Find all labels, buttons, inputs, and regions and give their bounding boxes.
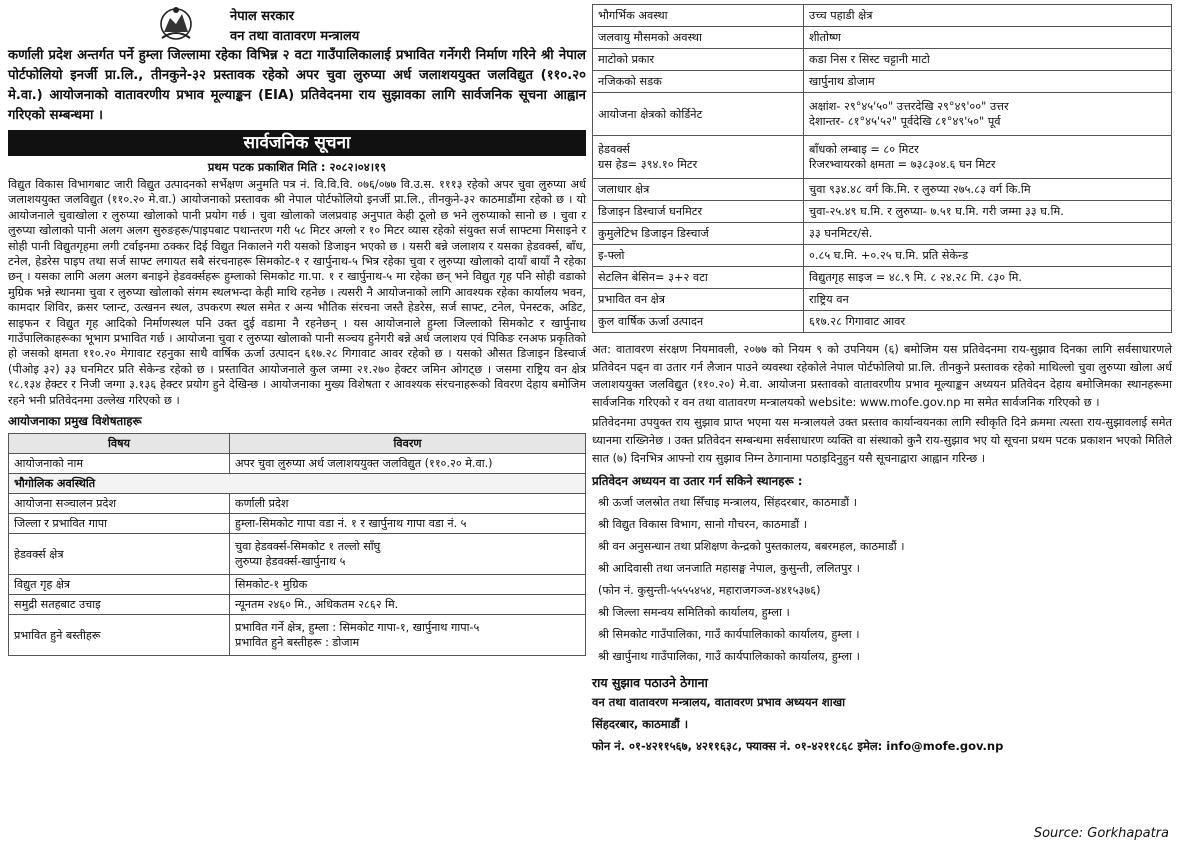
row-value-line: लुरुप्या हेडवर्क्स-खार्पुनाथ ५ bbox=[235, 555, 346, 569]
table-row bbox=[593, 136, 1172, 179]
row-key: कुमुलेटिभ डिजाइन डिस्चार्ज bbox=[593, 223, 804, 245]
features-table bbox=[8, 433, 586, 656]
table-row bbox=[593, 201, 1172, 223]
table-row bbox=[593, 71, 1172, 93]
list-item: श्री सिमकोट गाउँपालिका, गाउँ कार्यपालिकाको कार्यालय, हुम्ला । bbox=[598, 628, 860, 642]
features-heading: आयोजनाका प्रमुख विशेषताहरू bbox=[8, 414, 142, 429]
row-value: ०.८५ घ.मि. +०.२५ घ.मि. प्रति सेकेन्ड bbox=[804, 245, 1172, 267]
notice-title: सार्वजनिक सूचना bbox=[8, 130, 586, 156]
ministry-name: वन तथा वातावरण मन्त्रालय bbox=[230, 29, 360, 44]
paragraph: प्रतिवेदनमा उपयुक्त राय सुझाव प्राप्त भएमा यस मन्त्रालयले उक्त प्रस्ताव कार्यान्वयनका लागि स्वीकृति दिने क्रममा त्यस्ता राय-सुझावलाई समेत ध्यानमा राख्निनेछ । उक्त प्रतिवेदन सम्बन्धमा सर्वसाधारण व्यक्ति वा संस्थाको कुनै राय-सुझाव भए यो सूचना प्रथम पटक प्रकाशन भएको मितिले सात (७) दिनभित्र आफ्नो राय सुझाव निम्न ठेगानामा पठाइदिनुहुन यसै सूचनाद्वारा आह्वान गरिन्छ । bbox=[592, 416, 1172, 465]
row-key: नजिकको सडक bbox=[593, 71, 804, 93]
row-value: कडा निस र सिस्ट चट्टानी माटो bbox=[804, 49, 1172, 71]
row-key: जलवायु मौसमको अवस्था bbox=[593, 27, 804, 49]
row-value-line: देशान्तर- ८१°४५'५२" पूर्वदेखि ८१°४९'५०" पूर्व bbox=[809, 115, 1001, 128]
right-column bbox=[592, 4, 1172, 757]
table-row bbox=[9, 494, 586, 514]
table-row bbox=[593, 27, 1172, 49]
row-key: आयोजना सञ्चालन प्रदेश bbox=[9, 494, 230, 514]
row-value: कर्णाली प्रदेश bbox=[230, 494, 586, 514]
government-emblem-icon bbox=[156, 4, 196, 42]
list-item: श्री आदिवासी तथा जनजाति महासङ्घ नेपाल, कुसुन्ती, ललितपुर । bbox=[598, 562, 860, 576]
contact-heading: राय सुझाव पठाउने ठेगाना bbox=[592, 675, 708, 691]
row-key: प्रभावित हुने बस्तीहरू bbox=[9, 615, 230, 656]
row-value bbox=[230, 534, 586, 575]
row-key: भौगर्भिक अवस्था bbox=[593, 5, 804, 27]
row-value: उच्च पहाडी क्षेत्र bbox=[804, 5, 1172, 27]
table-row bbox=[9, 615, 586, 656]
row-value: शीतोष्ण bbox=[804, 27, 1172, 49]
row-value bbox=[230, 615, 586, 656]
row-key: हेडवर्क्स क्षेत्र bbox=[9, 534, 230, 575]
row-value: खार्पुनाथ डोजाम bbox=[804, 71, 1172, 93]
list-item: श्री जिल्ला समन्वय समितिको कार्यालय, हुम्ला । bbox=[598, 606, 790, 620]
row-value: चुवा-२५.४९ घ.मि. र लुरुप्या- ७.५१ घ.मि. गरी जम्मा ३३ घ.मि. bbox=[804, 201, 1172, 223]
row-key: प्रभावित वन क्षेत्र bbox=[593, 289, 804, 311]
row-value: राष्ट्रिय वन bbox=[804, 289, 1172, 311]
publication-date: प्रथम पटक प्रकाशित मिति : २०८२।०४।१९ bbox=[207, 160, 387, 174]
project-details-table bbox=[592, 4, 1172, 333]
section-label: भौगोलिक अवस्थिति bbox=[9, 474, 586, 494]
places-heading: प्रतिवेदन अध्ययन वा उतार गर्न सकिने स्थानहरू : bbox=[592, 474, 803, 489]
row-key: डिजाइन डिस्चार्ज घनमिटर bbox=[593, 201, 804, 223]
table-row bbox=[593, 93, 1172, 136]
row-value-line: बाँधको लम्बाइ = ८० मिटर bbox=[809, 143, 919, 156]
table-row bbox=[593, 223, 1172, 245]
row-key: कुल वार्षिक ऊर्जा उत्पादन bbox=[593, 311, 804, 333]
row-key bbox=[593, 136, 804, 179]
list-item: श्री ऊर्जा जलस्रोत तथा सिँचाइ मन्त्रालय, सिंहदरबार, काठमाडौं । bbox=[598, 496, 858, 510]
notice-header bbox=[8, 4, 586, 44]
places-list bbox=[592, 492, 1172, 668]
table-row bbox=[593, 5, 1172, 27]
row-key-line: ग्रस हेड= ३९४.१० मिटर bbox=[598, 158, 698, 171]
row-value-line: प्रभावित हुने बस्तीहरू : डोजाम bbox=[235, 636, 360, 650]
list-item: श्री वन अनुसन्धान तथा प्रशिक्षण केन्द्रको पुस्तकालय, बबरमहल, काठमाडौं । bbox=[598, 540, 905, 554]
table-row bbox=[593, 289, 1172, 311]
table-section-row bbox=[9, 474, 586, 494]
contact-office: वन तथा वातावरण मन्त्रालय, वातावरण प्रभाव अध्ययन शाखा bbox=[592, 695, 846, 710]
row-key: सेटलिन बेसिन= ३+२ वटा bbox=[593, 267, 804, 289]
list-item: श्री विद्युत विकास विभाग, सानो गौचरन, काठमाडौं । bbox=[598, 518, 808, 532]
col-detail-header: विवरण bbox=[230, 434, 586, 454]
contact-address: सिंहदरबार, काठमाडौं । bbox=[592, 717, 689, 732]
row-value bbox=[804, 93, 1172, 136]
row-value: हुम्ला-सिमकोट गापा वडा नं. १ र खार्पुनाथ गापा वडा नं. ५ bbox=[230, 514, 586, 534]
table-row bbox=[593, 245, 1172, 267]
row-value: ६१७.२८ गिगावाट आवर bbox=[804, 311, 1172, 333]
table-row bbox=[9, 595, 586, 615]
source-credit: Source: Gorkhapatra bbox=[1033, 826, 1169, 841]
row-value-line: रिजरभ्वायरको क्षमता = ७३८३०४.६ घन मिटर bbox=[809, 158, 996, 171]
row-key: आयोजनाको नाम bbox=[9, 454, 230, 474]
table-row bbox=[9, 514, 586, 534]
row-key: जिल्ला र प्रभावित गापा bbox=[9, 514, 230, 534]
table-row bbox=[593, 311, 1172, 333]
row-value-line: चुवा हेडवर्क्स-सिमकोट १ तल्लो साँघु bbox=[235, 540, 381, 554]
row-value: ३३ घनमिटर/से. bbox=[804, 223, 1172, 245]
list-item: श्री खार्पुनाथ गाउँपालिका, गाउँ कार्यपालिकाको कार्यालय, हुम्ला । bbox=[598, 650, 860, 664]
row-key: इ-फ्लो bbox=[593, 245, 804, 267]
government-name: नेपाल सरकार bbox=[230, 9, 295, 24]
left-column bbox=[8, 4, 586, 656]
notice-call-text bbox=[592, 341, 1172, 467]
row-key: आयोजना क्षेत्रको कोर्डिनेट bbox=[593, 93, 804, 136]
col-subject-header: विषय bbox=[9, 434, 230, 454]
row-key-line: हेडवर्क्स bbox=[598, 143, 631, 156]
row-value: न्यूनतम २४६० मि., अधिकतम २८६२ मि. bbox=[230, 595, 586, 615]
row-value: सिमकोट-१ मुग्रिक bbox=[230, 575, 586, 595]
contact-phone-email: फोन नं. ०१-४२११५६७, ४२११६३८, फ्याक्स नं. ०१-४२११८६८ इमेल: info@mofe.gov.np bbox=[592, 739, 1004, 754]
row-value: अपर चुवा लुरुप्या अर्ध जलाशययुक्त जलविद्युत (११०.२० मे.वा.) bbox=[230, 454, 586, 474]
table-row bbox=[9, 534, 586, 575]
row-value-line: अक्षांश- २९°४५'५०" उत्तरदेखि २९°४९'००" उत्तर bbox=[809, 100, 1009, 113]
notice-headline: कर्णाली प्रदेश अन्तर्गत पर्ने हुम्ला जिल्लामा रहेका विभिन्न २ वटा गाउँपालिकालाई प्रभावित गर्नेगरी निर्माण गरिने श्री नेपाल पोर्टफोलियो इनर्जी प्रा.लि., तीनकुने-३२ प्रस्तावक रहेको अपर चुवा लुरुप्या अर्ध जलाशययुक्त जलविद्युत (११०.२० मे.वा.) आयोजनाको वातावरणीय प्रभाव मूल्याङ्कन (EIA) प्रतिवेदनमा राय सुझावका लागि सार्वजनिक सूचना आह्वान गरिएको सम्बन्धमा । bbox=[8, 48, 586, 123]
list-item: (फोन नं. कुसुन्ती-५५५५४५४, महाराजगञ्ज-४४१५३७६) bbox=[598, 584, 821, 598]
table-row bbox=[9, 575, 586, 595]
row-value bbox=[804, 136, 1172, 179]
table-row bbox=[593, 267, 1172, 289]
table-row bbox=[593, 49, 1172, 71]
row-key: माटोको प्रकार bbox=[593, 49, 804, 71]
row-value: चुवा ९३४.४८ वर्ग कि.मि. र लुरुप्या २७५.८३ वर्ग कि.मि bbox=[804, 179, 1172, 201]
row-key: विद्युत गृह क्षेत्र bbox=[9, 575, 230, 595]
row-key: जलाधार क्षेत्र bbox=[593, 179, 804, 201]
row-value: विद्युतगृह साइज = ४८.९ मि. ८ २४.२८ मि. ८३० मि. bbox=[804, 267, 1172, 289]
notice-body: विद्युत विकास विभागबाट जारी विद्युत उत्पादनको सर्भेक्षण अनुमति पत्र नं. वि.वि.वि. ०७६/०७७ वि.उ.स. १११३ रहेको अपर चुवा लुरुप्या अर्ध जलाशययुक्त जलविद्युत (११०.२० मे.वा.) आयोजनाको प्रस्तावक श्री नेपाल पोर्टफोलियो इनर्जी प्रा.लि., तीनकुने-३२ काठमाडौंमा रहेको छ । यो आयोजनाले चुवाखोला र लुरुप्या खोलाको पानी प्रयोग गर्छ । चुवा खोलाको जलप्रवाह अनुपात केही ठूलो छ भने लुरुप्याको सानो छ । चुवा र लुरुप्या खोलाको पानी अलग अलग सुरुङहरू/पाइपबाट पथान्तरण गरी ५८ मिटर अग्लो र १० मिटर व्यास रहेको संयुक्त सर्ज साफ्टमा मिसाइने र सोही पानी विद्युतगृहमा लगी टर्वाइनमा ठक्कर दिई विद्युत निकालने गरी यसको डिजाइन भएको छ । यसरी बन्ने जलाशय र यसका हेडवर्क्स, बाँध, टनेल, हेडरेस पाइप तथा सर्ज साफ्ट लगायत सबै संरचनाहरू सिमकोट-१ र खार्पुनाथ-५ भित्र रहेका चुवा र लुरुप्या खोलाको दायाँ बायाँ नै रहेका छन् । यसका लागि अलग अलग बनाइने हेडवर्क्सहरू हुम्लाको सिमकोट गा.पा. १ र खार्पुनाथ-५ मा रहेका छन् भने विद्युत गृह पनि सोही वडाको मुग्रिक भन्ने स्थानमा चुवा र लुरुप्या खोलाको संगम स्थलभन्दा केही माथि रहनेछ । त्यसरी नै आयोजनाको लागि आवश्यक रहेका कार्यालय भवन, कामदार शिविर, क्रसर प्लान्ट, उत्खनन स्थल, उपकरण स्थल समेत र अन्य भौतिक संरचना जस्तै हेडरेस, सर्ज साफ्ट, टनेल, पेनस्टक, अडिट, साइफन र विद्युत गृह आदिको निर्माणस्थल पनि उक्त दुई वडामा नै रहनेछन् । यस आयोजनाले हुम्ला जिल्लाको सिमकोट र खार्पुनाथ गाउँपालिकाहरूका भूभाग प्रभावित गर्छ । आयोजना चुवा र लुरुप्या खोलाको पानी सञ्चय हुनेगरी बन्ने अर्ध जलाशय एवं पिकिङ रनअफ प्रकृतिको हो जसको क्षमता ११०.२० मेगावाट रहनुका साथै वार्षिक ऊर्जा उत्पादन ६१७.२८ गिगावाट आवर रहेको छ । यसको औसत डिजाइन डिस्चार्ज (पीओइ ३२) ३३ घनमिटर प्रति सेकेन्ड रहेको छ । प्रस्तावित आयोजनाले कुल जम्मा २१.२७० हेक्टर जमिन ओगट्छ । जसमा राष्ट्रिय वन क्षेत्र १८.१३४ हेक्टर र निजी जग्गा ३.१३६ हेक्टर प्रयोग हुने देखिन्छ । आयोजनाका मुख्य विशेषता र आवश्यक संरचनाहरूको विवरण देहाय बमोजिम रहने भनी प्रतिवेदनमा उल्लेख गरिएको छ । bbox=[8, 178, 586, 407]
table-row bbox=[593, 179, 1172, 201]
paragraph: अत: वातावरण संरक्षण नियमावली, २०७७ को नियम ९ को उपनियम (६) बमोजिम यस प्रतिवेदनमा राय-सुझाव दिनका लागि सर्वसाधारणले प्रतिवेदन पढ्न वा उतार गर्न लैजान पाउने व्यवस्था रहेकोले नेपाल पोर्टफोलियो प्रा.लि. तीनकुने प्रस्तावक रहेको माथिल्लो चुवा लुरुप्या खोला अर्ध जलाशययुक्त जलविद्युत (११०.२०) मे.वा. आयोजना प्रस्तावको वातावरणीय प्रभाव मूल्याङ्कन अध्ययन प्रतिवेदन देहाय बमोजिमका स्थानहरूमा सार्वजनिक गरिएको र वन तथा वातावरण मन्त्रालयको website: www.mofe.gov.np मा समेत सार्वजनिक गरिएको छ । bbox=[592, 343, 1172, 409]
row-value-line: प्रभावित गर्ने क्षेत्र, हुम्ला : सिमकोट गापा-१, खार्पुनाथ गापा-५ bbox=[235, 621, 480, 635]
row-key: समुद्री सतहबाट उचाइ bbox=[9, 595, 230, 615]
table-row bbox=[9, 454, 586, 474]
